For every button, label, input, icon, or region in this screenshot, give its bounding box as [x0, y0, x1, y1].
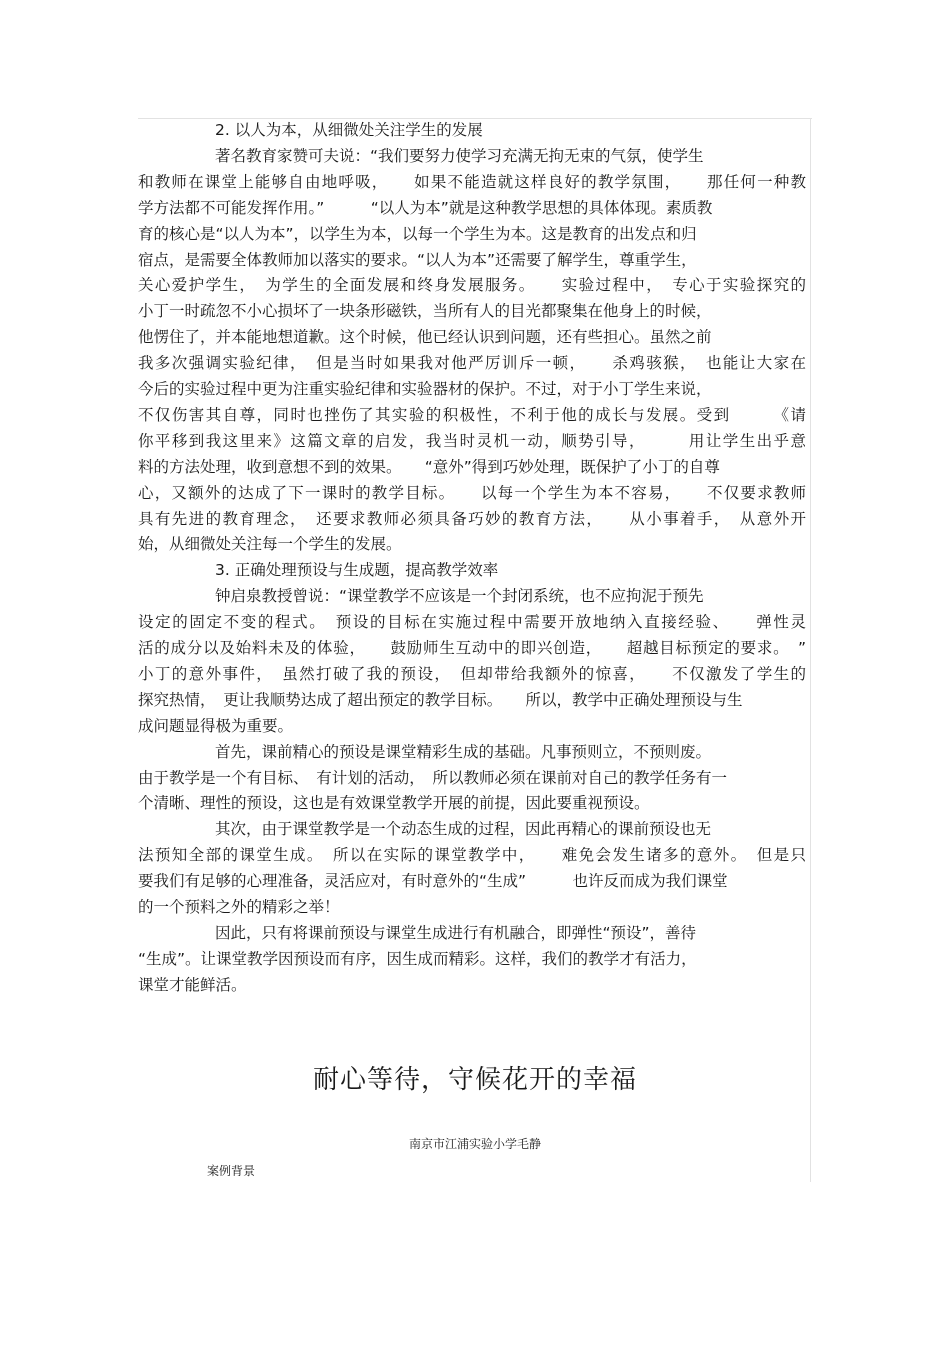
article-author: 南京市江浦实验小学毛静	[408, 1137, 541, 1151]
section-label-background: 案例背景	[207, 1164, 256, 1178]
text-line: 成问题显得极为重要。	[138, 716, 294, 735]
text-line: 因此，只有将课前预设与课堂生成进行有机融合，即弹性“预设”，善待	[215, 923, 697, 942]
text-line: 今后的实验过程中更为注重实验纪律和实验器材的保护。不过，对于小丁学生来说，	[138, 380, 712, 398]
text-line: 小丁的意外事件， 虽然打破了我的预设， 但却带给我额外的惊喜， 不仅激发了学生的	[138, 664, 806, 683]
article-title: 耐心等待，守候花开的幸福	[312, 1065, 637, 1095]
text-line: 活的成分以及始料未及的体验， 鼓励师生互动中的即兴创造， 超越目标预定的要求。 ”	[138, 639, 806, 657]
text-line: 的一个预料之外的精彩之举！	[138, 898, 340, 916]
text-line: 他愣住了，并本能地想道歉。这个时候，他已经认识到问题，还有些担心。虽然之前	[138, 328, 712, 347]
text-line: 钟启泉教授曾说：“课堂教学不应该是一个封闭系统，也不应拘泥于预先	[215, 587, 704, 606]
text-line: 首先，课前精心的预设是课堂精彩生成的基础。凡事预则立，不预则废。	[215, 742, 712, 761]
text-line: 心，又额外的达成了下一课时的教学目标。 以每一个学生为本不容易， 不仅要求教师	[138, 483, 806, 502]
page-border-right	[810, 118, 811, 1182]
text-line: 学方法都不可能发挥作用。” “以人为本”就是这种教学思想的具体体现。素质教	[138, 198, 713, 217]
text-line: 育的核心是“以人为本”，以学生为本，以每一个学生为本。这是教育的出发点和归	[138, 224, 697, 243]
text-line: 其次，由于课堂教学是一个动态生成的过程，因此再精心的课前预设也无	[215, 820, 712, 839]
text-line: 始，从细微处关注每一个学生的发展。	[138, 535, 402, 554]
text-line: 法预知全部的课堂生成。 所以在实际的课堂教学中， 难免会发生诸多的意外。 但是只	[138, 846, 806, 865]
page-border-top	[138, 118, 812, 119]
text-line: 你平移到我这里来》这篇文章的启发，我当时灵机一动，顺势引导， 用让学生出乎意	[138, 431, 806, 450]
text-line: 探究热情， 更让我顺势达成了超出预定的教学目标。 所以，教学中正确处理预设与生	[138, 690, 743, 709]
text-line: 设定的固定不变的程式。 预设的目标在实施过程中需要开放地纳入直接经验、 弹性灵	[138, 613, 806, 632]
text-line: 3. 正确处理预设与生成题，提高教学效率	[215, 561, 499, 580]
text-line: 著名教育家赞可夫说：“我们要努力使学习充满无拘无束的气氛，使学生	[215, 146, 704, 165]
text-line: 具有先进的教育理念， 还要求教师必须具备巧妙的教育方法， 从小事着手， 从意外开	[138, 509, 806, 528]
text-line: “生成”。让课堂教学因预设而有序，因生成而精彩。这样，我们的教学才有活力，	[138, 949, 697, 968]
text-line: 不仅伤害其自尊，同时也挫伤了其实验的积极性，不利于他的成长与发展。受到 《请	[138, 405, 806, 424]
text-line: 料的方法处理，收到意想不到的效果。 “意外”得到巧妙处理，既保护了小丁的自尊	[138, 457, 720, 476]
text-line: 我多次强调实验纪律， 但是当时如果我对他严厉训斥一顿， 杀鸡骇猴， 也能让大家在	[138, 354, 806, 373]
text-line: 关心爱护学生， 为学生的全面发展和终身发展服务。 实验过程中， 专心于实验探究的	[138, 276, 806, 295]
text-line: 个清晰、理性的预设，这也是有效课堂教学开展的前提，因此要重视预设。	[138, 794, 650, 813]
text-line: 要我们有足够的心理准备，灵活应对，有时意外的“生成” 也许反而成为我们课堂	[138, 872, 728, 891]
text-line: 课堂才能鲜活。	[138, 975, 247, 994]
text-line: 小丁一时疏忽不小心损坏了一块条形磁铁，当所有人的目光都聚集在他身上的时候，	[138, 302, 712, 321]
text-line: 由于教学是一个有目标、 有计划的活动， 所以教师必须在课前对自己的教学任务有一	[138, 768, 728, 787]
text-line: 宿点，是需要全体教师加以落实的要求。“以人为本”还需要了解学生，尊重学生，	[138, 250, 697, 269]
text-line: 和教师在课堂上能够自由地呼吸， 如果不能造就这样良好的教学氛围， 那任何一种教	[138, 172, 806, 191]
text-line: 2. 以人为本，从细微处关注学生的发展	[215, 121, 483, 139]
